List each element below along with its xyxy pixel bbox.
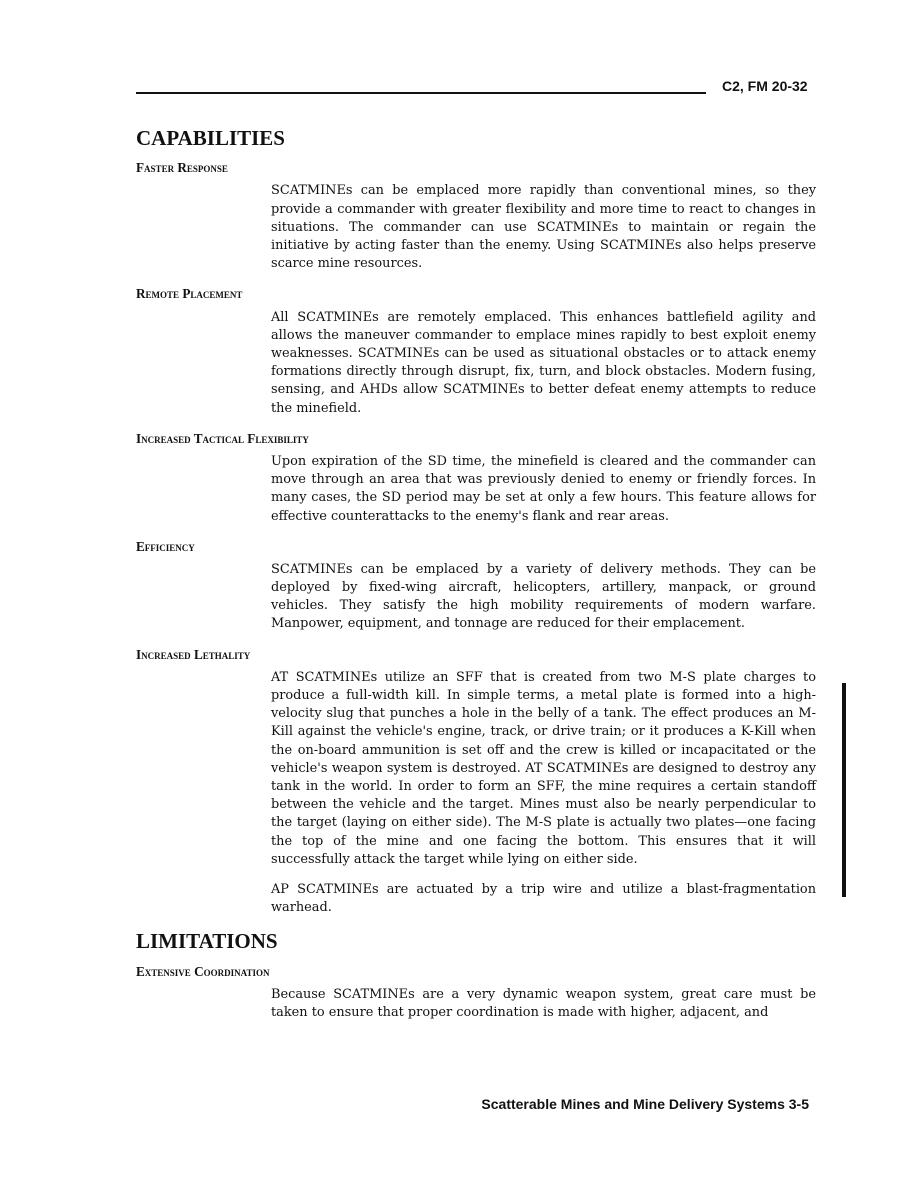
subheading-extensive-coordination: Extensive Coordination	[136, 963, 270, 979]
paragraph-faster-response: SCATMINEs can be emplaced more rapidly than conventional mines, so they provide a commander with greater flexibility and more time to react to changes in situations. The commander can use SCATMINEs to maintain or regain the initiative by acting faster than the enemy. Using SCATMINEs also helps preserve scarce mine resources.	[271, 183, 816, 272]
running-header: C2, FM 20-32	[722, 78, 808, 94]
subheading-faster-response: Faster Response	[136, 160, 228, 176]
paragraph-increased-lethality-1: AT SCATMINEs utilize an SFF that is created from two M-S plate charges to produce a full-width kill. In simple terms, a metal plate is formed into a high-velocity slug that punches a hole in the belly of a tank. The effect produces an M-Kill against the vehicle's engine, track, or drive train; or it produces a K-Kill when the on-board ammunition is set off and the crew is killed or incapacitated or the vehicle's weapon system is destroyed. AT SCATMINEs are designed to destroy any tank in the world. In order to form an SFF, the mine requires a certain standoff between the vehicle and the target. Mines must also be nearly perpendicular to the target (laying on either side). The M-S plate is actually two plates—one facing the top of the mine and one facing the bottom. This ensures that it will successfully attack the target while lying on either side.	[271, 669, 816, 867]
paragraph-extensive-coordination: Because SCATMINEs are a very dynamic weapon system, great care must be taken to ensure that proper coordination is made with higher, adjacent, and	[271, 986, 816, 1021]
header-rule	[136, 92, 706, 94]
paragraph-remote-placement: All SCATMINEs are remotely emplaced. This enhances battlefield agility and allows the maneuver commander to emplace mines rapidly to best exploit enemy weaknesses. SCATMINEs can be used as situational obstacles or to attack enemy formations directly through disrupt, fix, turn, and block obstacles. Modern fusing, sensing, and AHDs allow SCATMINEs to better defeat enemy attempts to reduce the minefield.	[271, 309, 816, 416]
section-title-capabilities: CAPABILITIES	[136, 126, 285, 150]
paragraph-increased-tactical-flexibility: Upon expiration of the SD time, the minefield is cleared and the commander can move through an area that was previously denied to enemy or friendly forces. In many cases, the SD period may be set at only a few hours. This feature allows for effective counterattacks to the enemy's flank and rear areas.	[271, 453, 816, 524]
paragraph-efficiency: SCATMINEs can be emplaced by a variety of delivery methods. They can be deployed by fixed-wing aircraft, helicopters, artillery, manpack, or ground vehicles. They satisfy the high mobility requirements of modern warfare. Manpower, equipment, and tonnage are reduced for their emplacement.	[271, 561, 816, 632]
page-body	[136, 126, 816, 1034]
subheading-increased-lethality: Increased Lethality	[136, 646, 251, 662]
running-footer: Scatterable Mines and Mine Delivery Systems 3-5	[481, 1096, 809, 1112]
subheading-efficiency: Efficiency	[136, 538, 195, 554]
subheading-remote-placement: Remote Placement	[136, 286, 243, 302]
section-title-limitations: LIMITATIONS	[136, 929, 278, 954]
change-bar	[842, 683, 846, 897]
subheading-increased-tactical-flexibility: Increased Tactical Flexibility	[136, 430, 309, 446]
paragraph-increased-lethality-2: AP SCATMINEs are actuated by a trip wire and utilize a blast-fragmentation warhead.	[271, 882, 816, 916]
